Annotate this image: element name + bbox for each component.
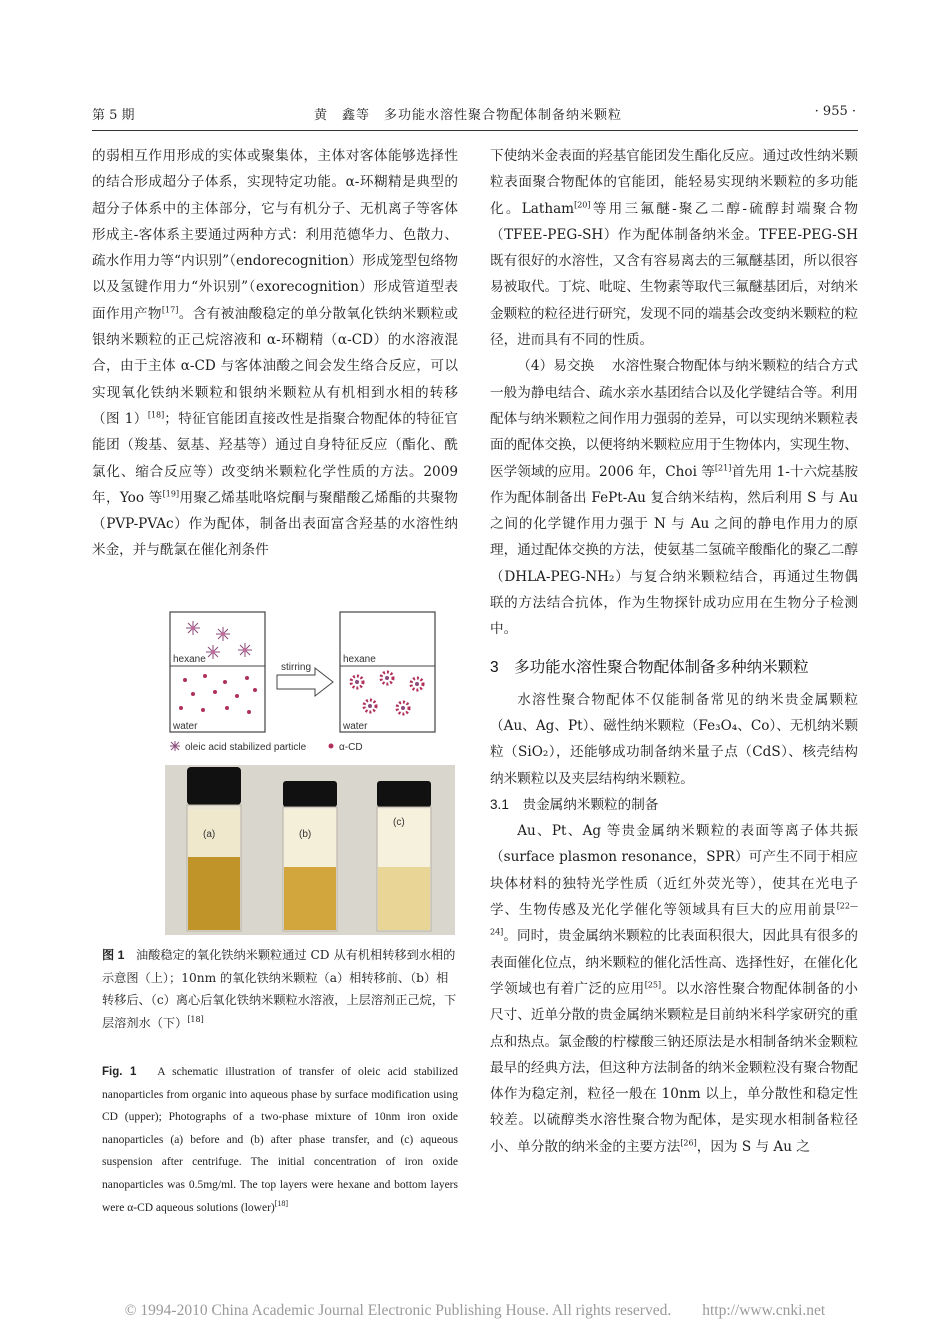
hexane-label: hexane [343, 654, 376, 665]
list-lead: （4）易交换 [517, 358, 595, 375]
paragraph [490, 687, 858, 792]
caption-text: 油酸稳定的氧化铁纳米颗粒通过 CD 从有机相转移到水相的示意图（上）；10nm 的氧化铁纳米颗粒（a）相转移前、（b）相转移后、（c）离心后氧化铁纳米颗粒水溶液，上层溶剂正己烷，下层溶剂水（下） [102, 948, 457, 1030]
text: 。同时，贵金属纳米颗粒的比表面积很大，因此具有很多的表面催化位点，纳米颗粒的催化活性高、选择性好，在催化化学领域也有着广泛的应用 [490, 928, 858, 997]
page-number: · 955 · [814, 104, 856, 119]
vial-b-label: (b) [299, 829, 312, 840]
text: 等用三氟醚-聚乙二醇-硫醇封端聚合物（TFEE-PEG-SH）作为配体制备纳米金。TFEE-PEG-SH 既有很好的水溶性，又含有容易离去的三氟醚基团，所以很容易被取代。丁烷、吡啶、生物素等取代三氟醚基团后，对纳米金颗粒的粒径进行研究，发现不同的端基会改变纳米颗粒的粒径，进而具有不同的性质。 [490, 200, 859, 349]
text: 的弱相互作用形成的实体或聚集体，主体对客体能够选择性的结合形成超分子体系，实现特定功能。α-环糊精是典型的超分子体系中的主体部分，它与有机分子、无机离子等客体形成主-客体系主要通过两种方式：利用范德华力、色散力、疏水作用力等“内识别”（endorecognition）形成笼型包络物以及氢键作用力“外识别”（exorecognition）形成管道型表面作用产物 [92, 148, 458, 322]
citation: [25] [644, 980, 662, 990]
text: ；特征官能团直接改性是指聚合物配体的特征官能团（羧基、氨基、羟基等）通过自身特征反应（酯化、酰氯化、缩合反应等）改变纳米颗粒化学性质的方法。2009 年，Yoo 等 [92, 410, 458, 506]
citation: [18] [147, 410, 165, 420]
legend-particle: oleic acid stabilized particle [185, 742, 307, 753]
citation: [20] [574, 200, 591, 210]
text: Au、Pt、Ag 等贵金属纳米颗粒的表面等离子体共振（surface plasmon resonance，SPR）可产生不同于相应块体材料的独特光学性质（近红外荧光等），使其在光电子学、生物传感及光化学催化等领域具有巨大的应用前景 [490, 823, 858, 919]
water-label: water [343, 721, 368, 732]
citation: [21] [714, 463, 732, 473]
vial-c [377, 781, 431, 931]
citation: [22—24] [490, 901, 858, 937]
figure-caption-chinese [102, 944, 458, 1034]
phase-transfer-diagram [165, 610, 455, 760]
header-rule [92, 130, 858, 131]
issue-number: 第 5 期 [92, 108, 135, 123]
paragraph [490, 353, 858, 642]
left-column [92, 143, 458, 564]
text: 首先用 1-十六烷基胺作为配体制备出 FePt-Au 复合纳米结构，然后利用 S 与 Au 之间的化学键作用力强于 N 与 Au 之间的静电作用力的原理，通过配体交换的方法，使氨基二氢硫辛酸酯化的聚乙二醇（DHLA-PEG-NH₂）与复合纳米颗粒结合，再通过生物偶联的方法结合抗体，作为生物探针成功应用在生物分子检测中。 [490, 463, 858, 638]
water-label: water [173, 721, 198, 732]
copyright-footer: © 1994-2010 China Academic Journal Electronic Publishing House. All rights reserved. http://www.cnki.net [124, 1302, 826, 1319]
vial-a-label: (a) [203, 829, 216, 840]
citation: [26] [680, 1138, 697, 1148]
figure-caption-english [102, 1061, 458, 1219]
right-column [490, 143, 858, 1160]
figure-label: 图 1 [102, 948, 125, 962]
stirring-label: stirring [281, 662, 312, 673]
hexane-label: hexane [173, 654, 206, 665]
running-title: 黄 鑫等 多功能水溶性聚合物配体制备纳米颗粒 [314, 108, 623, 123]
legend-particle-icon [170, 741, 180, 751]
citation: [19] [162, 489, 180, 499]
paragraph [92, 143, 458, 564]
text: 。以水溶性聚合物配体制备的小尺寸、近单分散的贵金属纳米颗粒是目前纳米科学家研究的重点和热点。氯金酸的柠檬酸三钠还原法是水相制备纳米金颗粒最早的经典方法，但这种方法制备的纳米金颗粒没有聚合物配体作为稳定剂，粒径一般在 10nm 以上，单分散性和稳定性较差。以硫醇类水溶性聚合物为配体，是实现水相制备粒径小、单分散的纳米金的主要方法 [490, 980, 859, 1155]
running-header [92, 104, 856, 126]
caption-text: A schematic illustration of transfer of oleic acid stabilized nanoparticles from organic into aqueous phase by surface modification using CD (upper); Photographs of a two-phase mixture of 10nm iron oxide nanoparticles (a) before and (b) after phase transfer, and (c) aqueous suspension after centrifuge. The initial concentration of iron oxide nanoparticles was 0.5mg/ml. The top layers were hexane and bottom layers were α-CD aqueous solutions (lower) [102, 1066, 459, 1214]
legend-cd-icon [329, 744, 334, 749]
text: 。含有被油酸稳定的单分散氧化铁纳米颗粒或银纳米颗粒的正己烷溶液和 α-环糊精（α-CD）的水溶液混合，由于主体 α-CD 与客体油酸之间会发生络合反应，可以实现氧化铁纳米颗粒和银纳米颗粒从有机相到水相的转移（图 1） [92, 305, 459, 427]
subsection-heading: 3.1 贵金属纳米颗粒的制备 [490, 796, 659, 812]
vial-a [187, 767, 241, 931]
paragraph [490, 818, 858, 1160]
vial-b [283, 781, 337, 931]
text: 水溶性聚合物配体与纳米颗粒的结合方式一般为静电结合、疏水亲水基团结合以及化学键结合等。利用配体与纳米颗粒之间作用力强弱的差异，可以实现纳米颗粒表面的配体交换，以便将纳米颗粒应用于生物体内，实现生物、医学领域的应用。2006 年，Choi 等 [490, 358, 858, 480]
text: 水溶性聚合物配体不仅能制备常见的纳米贵金属颗粒（Au、Ag、Pt）、磁性纳米颗粒（Fe₃O₄、Co）、无机纳米颗粒（SiO₂），还能够成功制备纳米量子点（CdS）、核壳结构纳米颗粒以及夹层结构纳米颗粒。 [490, 691, 858, 787]
beaker-before [170, 612, 265, 732]
text: ，因为 S 与 Au 之 [696, 1138, 810, 1155]
citation: [17] [161, 305, 179, 315]
citation: [18] [274, 1198, 289, 1208]
vials-photo [165, 765, 455, 935]
paragraph [490, 143, 858, 353]
figure-label: Fig. 1 [102, 1066, 137, 1078]
legend-cd: α-CD [339, 742, 363, 753]
vial-c-label: (c) [393, 817, 405, 828]
figure-1 [155, 610, 455, 940]
text: 下使纳米金表面的羟基官能团发生酯化反应。通过改性纳米颗粒表面聚合物配体的官能团，能轻易实现纳米颗粒的多功能化。Latham [490, 148, 858, 217]
section-heading: 3 多功能水溶性聚合物配体制备多种纳米颗粒 [490, 658, 809, 676]
citation: [18] [187, 1014, 204, 1024]
text: 用聚乙烯基吡咯烷酮与聚醋酸乙烯酯的共聚物（PVP-PVAc）作为配体，制备出表面富含羟基的水溶性纳米金，并与酰氯在催化剂条件 [92, 489, 458, 559]
